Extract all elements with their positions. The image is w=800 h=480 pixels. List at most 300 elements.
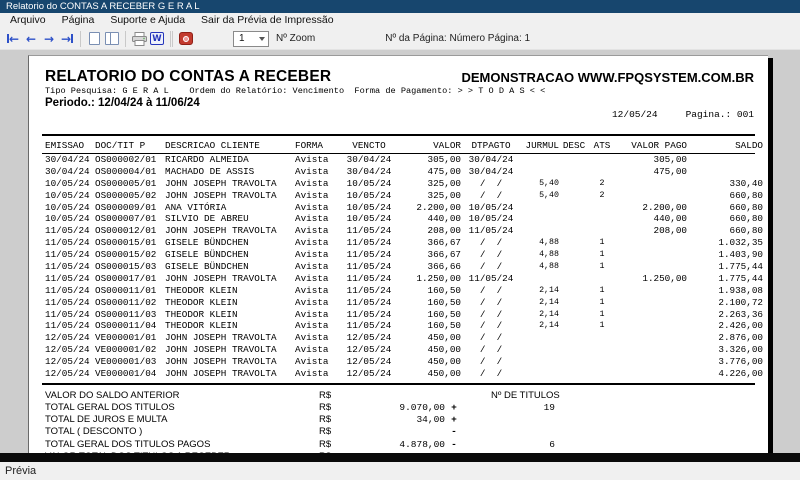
cell-jurmul: 2,14 [539,321,559,331]
cell-doc-tit: OS000002/01 [95,154,157,165]
cell-valor: 450,00 [427,332,461,344]
cell-emissao: 30/04/24 [45,165,90,177]
summary-count: 19 [543,402,555,414]
cell-saldo [687,166,763,178]
cell-emissao: 10/05/24 [45,189,90,201]
summary-sign: + [451,414,457,426]
cell-valor-pago [615,261,687,273]
cell-vencto: 12/05/24 [346,356,392,368]
summary-sign: - [451,438,457,450]
cell-jurmul: 2,14 [539,297,559,307]
print-button[interactable] [130,30,148,48]
titlebar [0,0,800,13]
cell-cliente: JOHN JOSEPH TRAVOLTA [165,368,277,380]
close-preview-icon [179,32,193,45]
page-number-label: Nº da Página: Número Página: 1 [385,33,531,44]
summary-currency: R$ [319,414,332,426]
cell-jurmul [521,356,559,368]
cell-emissao: 12/05/24 [45,344,90,356]
cell-cliente: JOHN JOSEPH TRAVOLTA [165,332,277,344]
cell-vencto: 10/05/24 [346,177,392,189]
cell-ats: 1 [599,321,605,331]
cell-doc-tit: OS000007/01 [95,213,157,225]
zoom-select[interactable] [233,31,269,47]
cell-doc-tit: OS000011/02 [95,296,157,308]
col-header-emissao: EMISSAO [45,140,85,151]
cell-valor: 160,50 [427,284,461,296]
cell-doc-tit: OS000011/01 [95,284,157,296]
cell-dtpagto: / / [479,237,503,249]
cell-valor: 1.250,00 [416,272,461,284]
cell-desc [559,344,589,356]
col-header-forma: FORMA [295,140,323,151]
table-row [29,178,768,190]
summary-rows [29,390,768,462]
cell-dtpagto: / / [479,332,503,344]
cell-forma: Avista [295,213,329,225]
cell-emissao: 11/05/24 [45,296,90,308]
cell-valor: 325,00 [427,177,461,189]
cell-forma: Avista [295,272,329,284]
cell-ats: 1 [599,262,605,272]
cell-emissao: 11/05/24 [45,320,90,332]
cell-jurmul [521,213,559,225]
cell-saldo: 1.775,44 [718,261,763,273]
table-row [29,320,768,332]
cell-vencto: 30/04/24 [346,154,392,165]
cell-forma: Avista [295,308,329,320]
cell-emissao: 10/05/24 [45,201,90,213]
cell-dtpagto: / / [479,320,503,332]
toolbar-separator [170,31,171,47]
rule-under-table [42,383,755,385]
cell-doc-tit: OS000015/01 [95,237,157,249]
cell-vencto: 11/05/24 [346,249,392,261]
cell-desc [559,166,589,178]
cell-cliente: JOHN JOSEPH TRAVOLTA [165,189,277,201]
col-header-saldo: SALDO [735,140,763,151]
cell-emissao: 12/05/24 [45,368,90,380]
cell-saldo: 330,40 [729,177,763,189]
cell-forma: Avista [295,356,329,368]
status-text: Prévia [5,465,37,477]
summary-label: TOTAL DE JUROS E MULTA [45,414,168,426]
cell-desc [559,368,589,380]
previous-page-icon: ← [25,31,37,46]
cell-ats [589,344,615,356]
summary-label: TOTAL GERAL DOS TITULOS PAGOS [45,438,211,450]
table-body [29,154,768,380]
cell-valor-pago [615,285,687,297]
cell-jurmul [521,344,559,356]
single-page-view-button[interactable] [85,30,103,48]
cell-desc [559,297,589,309]
cell-desc [559,261,589,273]
table-row [29,154,768,166]
cell-valor-pago: 475,00 [653,165,687,177]
summary-value: 9.070,00 [399,402,445,414]
col-header-vencto: VENCTO [352,140,386,151]
cell-forma: Avista [295,284,329,296]
cell-vencto: 11/05/24 [346,320,392,332]
cell-valor-pago [615,178,687,190]
cell-doc-tit: VE000001/01 [95,332,157,344]
menu-suporte-e-ajuda[interactable]: Suporte e Ajuda [110,14,186,26]
cell-valor: 305,00 [427,154,461,165]
cell-vencto: 30/04/24 [346,165,392,177]
cell-cliente: RICARDO ALMEIDA [165,154,249,165]
cell-ats: 2 [599,190,605,200]
cell-forma: Avista [295,332,329,344]
cell-vencto: 11/05/24 [346,237,392,249]
toolbar-separator [172,31,173,47]
cell-vencto: 11/05/24 [346,308,392,320]
cell-valor-pago [615,237,687,249]
cell-jurmul [521,225,559,237]
cell-dtpagto: / / [479,296,503,308]
cell-valor-pago [615,368,687,380]
cell-cliente: GISELE BÜNDCHEN [165,261,249,273]
cell-forma: Avista [295,225,329,237]
table-row [29,297,768,309]
cell-valor: 160,50 [427,308,461,320]
table-header-row [29,140,768,152]
summary-label: TOTAL GERAL DOS TITULOS [45,402,175,414]
cell-saldo: 660,80 [729,189,763,201]
cell-desc [559,273,589,285]
next-page-button[interactable] [40,30,58,48]
cell-forma: Avista [295,154,329,165]
cell-cliente: THEODOR KLEIN [165,284,238,296]
cell-emissao: 10/05/24 [45,213,90,225]
cell-valor-pago: 2.200,00 [642,201,687,213]
cell-emissao: 11/05/24 [45,237,90,249]
cell-jurmul: 2,14 [539,285,559,295]
cell-forma: Avista [295,201,329,213]
toolbar [0,28,800,50]
cell-desc [559,320,589,332]
cell-jurmul: 4,88 [539,250,559,260]
next-page-icon: → [43,31,55,46]
cell-doc-tit: OS000005/02 [95,189,157,201]
cell-emissao: 12/05/24 [45,332,90,344]
cell-ats [589,154,615,166]
summary-row [29,414,768,426]
word-icon: W [150,32,164,45]
cell-valor-pago [615,344,687,356]
cell-saldo [687,154,763,166]
report-page-number: Pagina.: 001 [685,109,754,120]
table-row [29,237,768,249]
cell-valor-pago: 1.250,00 [642,272,687,284]
cell-jurmul: 2,14 [539,309,559,319]
cell-valor: 366,67 [427,237,461,249]
table-row [29,225,768,237]
report-filters: Tipo Pesquisa: G E R A L Ordem do Relatório: Vencimento Forma de Pagamento: > > T O D A S < < [45,86,546,96]
cell-desc [559,190,589,202]
col-header-dtpagto: DTPAGTO [471,140,511,151]
cell-doc-tit: OS000017/01 [95,272,157,284]
summary-section [29,390,768,462]
cell-jurmul [521,332,559,344]
cell-valor-pago: 440,00 [653,213,687,225]
summary-currency: R$ [319,389,332,401]
cell-doc-tit: VE000001/02 [95,344,157,356]
cell-jurmul: 5,40 [539,190,559,200]
cell-cliente: GISELE BÜNDCHEN [165,237,249,249]
menu-pagina[interactable]: Página [61,14,95,26]
cell-ats [589,213,615,225]
cell-forma: Avista [295,320,329,332]
table-row [29,356,768,368]
cell-desc [559,237,589,249]
cell-valor-pago [615,309,687,321]
table-row [29,190,768,202]
first-page-button[interactable] [4,30,22,48]
last-page-button[interactable] [58,30,76,48]
cell-ats [589,356,615,368]
cell-vencto: 12/05/24 [346,344,392,356]
chevron-down-icon [259,37,265,41]
cell-emissao: 30/04/24 [45,154,90,165]
cell-jurmul [521,368,559,380]
report-date-page [555,98,754,131]
toolbar-separator [125,31,126,47]
cell-ats [589,332,615,344]
cell-cliente: MACHADO DE ASSIS [165,165,255,177]
cell-forma: Avista [295,237,329,249]
cell-ats [589,166,615,178]
col-header-doc-tit: DOC/TIT P [95,140,146,151]
cell-valor-pago [615,332,687,344]
summary-count [463,414,555,426]
cell-emissao: 11/05/24 [45,249,90,261]
cell-desc [559,178,589,190]
cell-jurmul [521,273,559,285]
demo-watermark: DEMONSTRACAO WWW.FPQSYSTEM.COM.BR [461,70,754,85]
cell-dtpagto: / / [479,249,503,261]
cell-emissao: 11/05/24 [45,272,90,284]
cell-valor: 450,00 [427,368,461,380]
table-row [29,261,768,273]
cell-jurmul [521,202,559,214]
cell-dtpagto: / / [479,189,503,201]
table-row [29,368,768,380]
col-header-desc: DESC [562,140,586,151]
table-row [29,285,768,297]
cell-valor-pago: 208,00 [653,225,687,237]
report-page [28,55,768,453]
cell-ats [589,225,615,237]
cell-emissao: 11/05/24 [45,261,90,273]
cell-valor: 160,50 [427,320,461,332]
table-row [29,273,768,285]
cell-jurmul: 4,88 [539,262,559,272]
cell-cliente: THEODOR KLEIN [165,308,238,320]
cell-ats: 1 [599,309,605,319]
cell-doc-tit: OS000012/01 [95,225,157,237]
cell-jurmul: 5,40 [539,178,559,188]
cell-ats [589,368,615,380]
summary-currency: R$ [319,426,332,438]
cell-valor-pago: 305,00 [653,154,687,165]
cell-ats: 1 [599,238,605,248]
cell-doc-tit: OS000005/01 [95,177,157,189]
statusbar [0,462,800,480]
cell-valor: 160,50 [427,296,461,308]
cell-desc [559,213,589,225]
cell-dtpagto: 30/04/24 [468,165,514,177]
export-word-button[interactable] [148,30,166,48]
cell-valor: 450,00 [427,356,461,368]
cell-forma: Avista [295,189,329,201]
cell-saldo: 1.403,90 [718,249,763,261]
cell-dtpagto: / / [479,284,503,296]
summary-value: 4.878,00 [399,438,445,450]
cell-vencto: 11/05/24 [346,225,392,237]
cell-saldo: 3.776,00 [718,356,763,368]
cell-forma: Avista [295,344,329,356]
cell-saldo: 2.263,36 [718,308,763,320]
table-row [29,213,768,225]
cell-ats: 2 [599,178,605,188]
summary-count: 6 [549,438,555,450]
cell-vencto: 12/05/24 [346,368,392,380]
cell-saldo: 2.876,00 [718,332,763,344]
cell-vencto: 11/05/24 [346,284,392,296]
close-preview-button[interactable] [177,30,195,48]
cell-vencto: 11/05/24 [346,272,392,284]
cell-cliente: JOHN JOSEPH TRAVOLTA [165,272,277,284]
cell-dtpagto: 30/04/24 [468,154,514,165]
summary-value: 34,00 [416,414,445,426]
cell-saldo: 4.226,00 [718,368,763,380]
table-row [29,332,768,344]
toolbar-separator [80,31,81,47]
cell-dtpagto: / / [479,308,503,320]
cell-vencto: 10/05/24 [346,189,392,201]
rule-top [42,134,755,136]
cell-emissao: 12/05/24 [45,356,90,368]
cell-emissao: 10/05/24 [45,177,90,189]
cell-valor-pago [615,297,687,309]
summary-row [29,402,768,414]
summary-label: VALOR DO SALDO ANTERIOR [45,389,180,401]
cell-vencto: 10/05/24 [346,201,392,213]
cell-jurmul [521,166,559,178]
cell-saldo: 1.775,44 [718,272,763,284]
cell-dtpagto: 10/05/24 [468,201,514,213]
cell-ats: 1 [599,285,605,295]
cell-doc-tit: VE000001/03 [95,356,157,368]
cell-vencto: 11/05/24 [346,261,392,273]
cell-desc [559,332,589,344]
cell-dtpagto: 11/05/24 [468,272,514,284]
cell-valor-pago [615,320,687,332]
cell-saldo: 3.326,00 [718,344,763,356]
cell-desc [559,285,589,297]
cell-emissao: 11/05/24 [45,284,90,296]
last-page-icon: → [60,31,72,46]
cell-doc-tit: VE000001/04 [95,368,157,380]
report-date: 12/05/24 [611,109,658,120]
cell-doc-tit: OS000004/01 [95,165,157,177]
window-title: Relatorio do CONTAS A RECEBER G E R A L [6,1,200,12]
cell-dtpagto: / / [479,356,503,368]
cell-dtpagto: / / [479,368,503,380]
cell-ats [589,273,615,285]
cell-cliente: ANA VITÓRIA [165,201,227,213]
col-header-descricao-cliente: DESCRICAO CLIENTE [165,140,260,151]
two-page-view-button[interactable] [103,30,121,48]
zoom-value: 1 [239,33,245,44]
cell-jurmul [521,154,559,166]
cell-valor: 208,00 [427,225,461,237]
cell-vencto: 10/05/24 [346,213,392,225]
cell-jurmul: 4,88 [539,238,559,248]
cell-cliente: JOHN JOSEPH TRAVOLTA [165,356,277,368]
cell-ats: 1 [599,297,605,307]
cell-doc-tit: OS000015/02 [95,249,157,261]
cell-forma: Avista [295,368,329,380]
page-shadow [0,453,800,462]
preview-area[interactable] [0,50,800,462]
cell-cliente: THEODOR KLEIN [165,296,238,308]
cell-doc-tit: OS000011/04 [95,320,157,332]
cell-desc [559,249,589,261]
two-pages-icon [105,32,119,45]
cell-dtpagto: / / [479,344,503,356]
report-period-row [29,96,768,131]
table-row [29,344,768,356]
cell-valor: 366,66 [427,261,461,273]
cell-cliente: JOHN JOSEPH TRAVOLTA [165,225,277,237]
cell-saldo: 660,80 [729,201,763,213]
zoom-label: Nº Zoom [276,33,316,44]
cell-dtpagto: / / [479,177,503,189]
summary-sign: + [451,402,457,414]
cell-cliente: SILVIO DE ABREU [165,213,249,225]
cell-dtpagto: / / [479,261,503,273]
previous-page-button[interactable] [22,30,40,48]
cell-desc [559,225,589,237]
cell-cliente: JOHN JOSEPH TRAVOLTA [165,344,277,356]
col-header-valor: VALOR [433,140,461,151]
cell-valor: 475,00 [427,165,461,177]
cell-cliente: THEODOR KLEIN [165,320,238,332]
cell-forma: Avista [295,261,329,273]
cell-valor: 366,67 [427,249,461,261]
cell-cliente: GISELE BÜNDCHEN [165,249,249,261]
printer-icon [132,32,147,46]
report-header [29,68,768,86]
table-row [29,309,768,321]
summary-label: TOTAL ( DESCONTO ) [45,426,143,438]
cell-valor: 440,00 [427,213,461,225]
first-page-icon: ← [8,31,20,46]
menu-arquivo[interactable]: Arquivo [10,14,46,26]
summary-count [463,426,555,438]
cell-forma: Avista [295,177,329,189]
cell-valor: 2.200,00 [416,201,461,213]
cell-saldo: 2.426,00 [718,320,763,332]
menu-sair-da-previa[interactable]: Sair da Prévia de Impressão [201,14,334,26]
titles-count-header: Nº DE TITULOS [491,389,560,401]
col-header-jurmul: JURMUL [525,140,559,151]
cell-saldo: 2.100,72 [718,296,763,308]
cell-saldo: 660,80 [729,213,763,225]
summary-value [365,390,445,402]
